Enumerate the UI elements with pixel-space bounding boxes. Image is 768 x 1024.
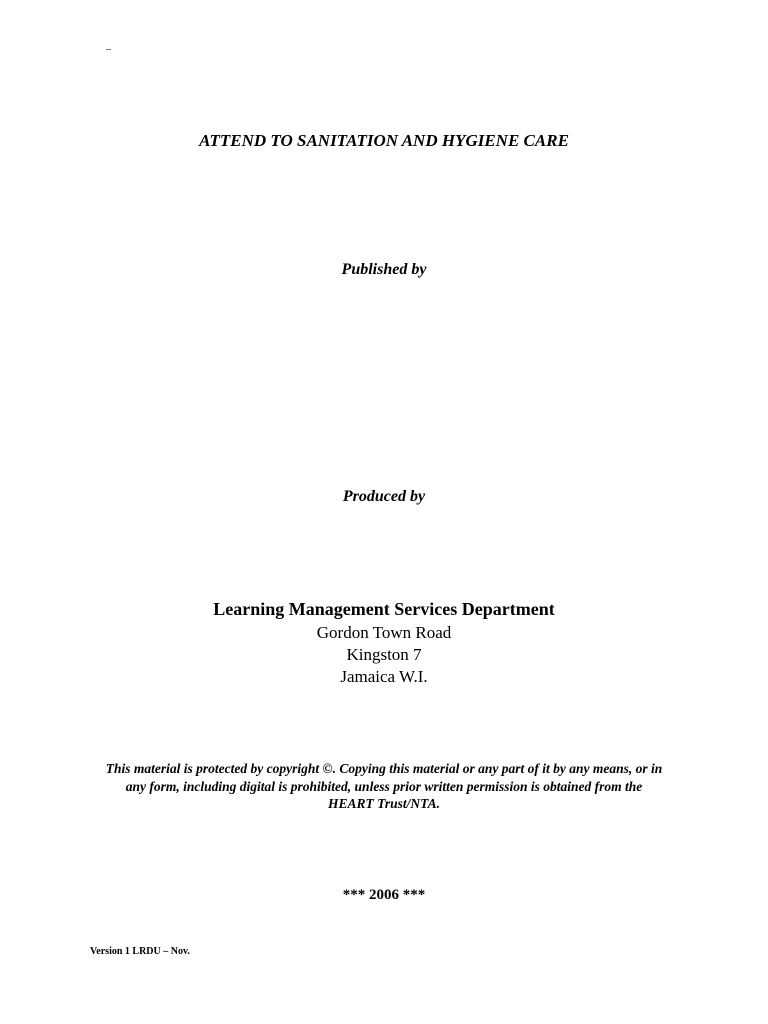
produced-by-label: Produced by [342, 488, 426, 505]
department-name: Learning Management Services Department [213, 599, 555, 619]
publication-year: *** 2006 *** [342, 887, 426, 903]
version-footer: Version 1 LRDU – Nov. [90, 946, 190, 957]
copyright-notice: This material is protected by copyright ©. Copying this material or any part of it by any means, or in any form, including digital is prohibited, unless prior written permission is obtained from the HEART Trust/NTA. [105, 761, 663, 811]
address-line-2: Kingston 7 [346, 645, 422, 664]
document-title: ATTEND TO SANITATION AND HYGIENE CARE [199, 131, 569, 150]
address-line-3: Jamaica W.I. [340, 667, 428, 686]
address-line-1: Gordon Town Road [316, 623, 452, 642]
corner-mark: – [106, 44, 111, 55]
published-by-label: Published by [341, 261, 427, 278]
